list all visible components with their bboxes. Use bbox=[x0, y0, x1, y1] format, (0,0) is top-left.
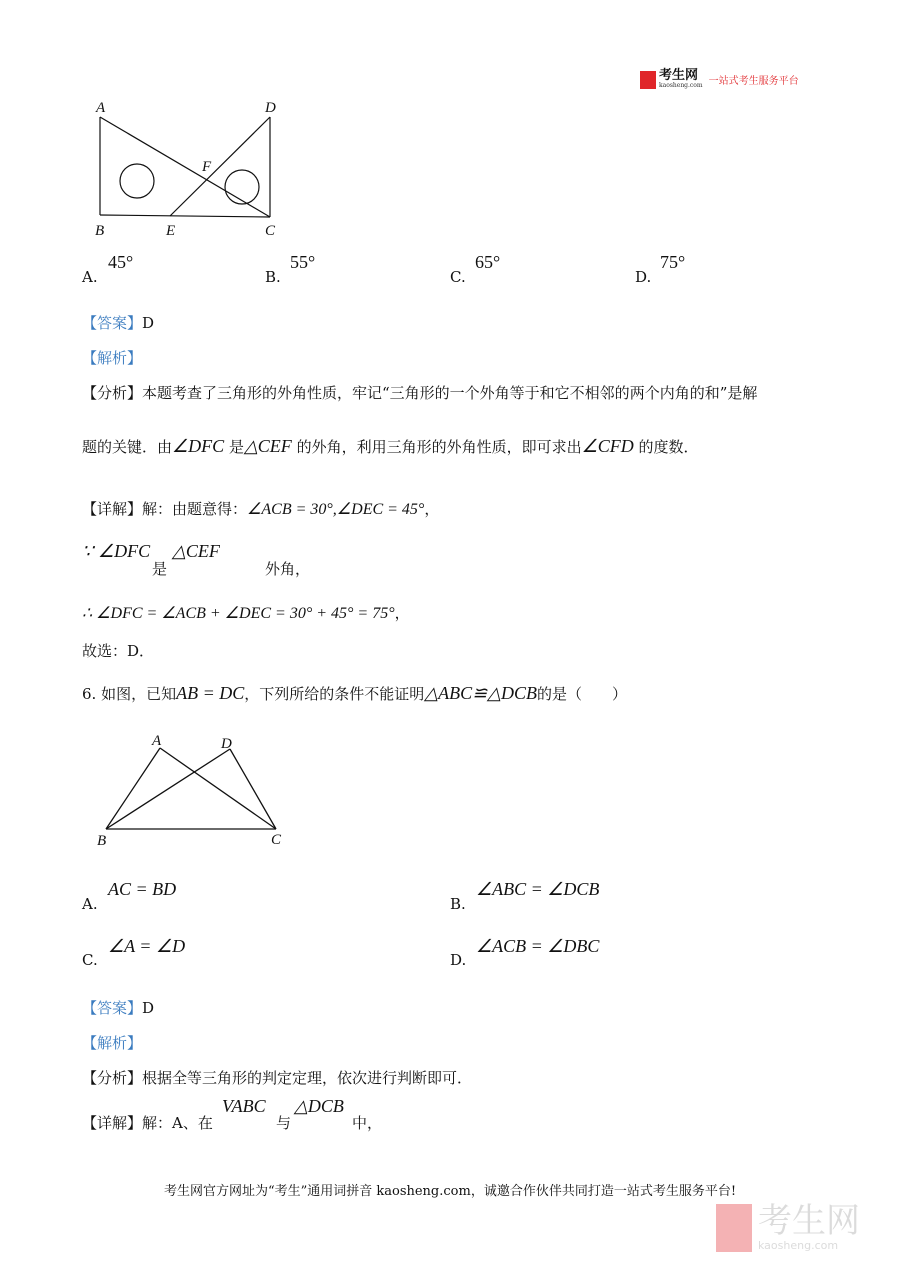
text: 题的关键．由 bbox=[82, 438, 173, 456]
option-value: 65° bbox=[475, 252, 501, 272]
analysis-label: 【解析】 bbox=[82, 1034, 143, 1052]
footer-text: 考生网官方网址为“考生”通用词拼音 kaosheng.com，诚邀合作伙伴共同打造一站式考生服务平台! bbox=[163, 1184, 737, 1199]
label-A: A bbox=[152, 733, 162, 749]
math: ∵ ∠DFC bbox=[82, 541, 151, 561]
text: 是 bbox=[152, 560, 168, 578]
option-value: 55° bbox=[290, 252, 316, 272]
math: ∠CFD bbox=[581, 436, 634, 456]
answer-label: 【答案】 bbox=[82, 999, 143, 1017]
text: ， bbox=[424, 500, 440, 518]
q5-figure bbox=[90, 95, 290, 240]
option-key: D. bbox=[450, 951, 467, 969]
text: 6. 如图，已知 bbox=[82, 685, 177, 703]
fenxi-label: 【分析】 bbox=[82, 384, 143, 402]
option-key: B. bbox=[450, 895, 466, 913]
label-C: C bbox=[265, 223, 276, 239]
label-E: E bbox=[166, 223, 176, 239]
option-key: D. bbox=[635, 268, 652, 286]
q6-answer bbox=[82, 997, 154, 1018]
option-key: C. bbox=[82, 951, 98, 969]
option-value: ∠ABC = ∠DCB bbox=[476, 879, 600, 899]
text: 外角， bbox=[265, 560, 311, 578]
q5-therefore bbox=[82, 602, 410, 623]
text: ， bbox=[394, 604, 410, 622]
fenxi-text: 本题考查了三角形的外角性质，牢记“三角形的一个外角等于和它不相邻的两个内角的和”是解 bbox=[142, 384, 758, 402]
option-key: C. bbox=[450, 268, 466, 286]
logo-name: 考生网 bbox=[659, 68, 699, 83]
detail-label: 【详解】 bbox=[82, 500, 143, 518]
q5-answer bbox=[82, 312, 154, 333]
math: △DCB bbox=[294, 1096, 344, 1116]
logo-domain: kaosheng.com bbox=[659, 82, 703, 89]
q5-detail bbox=[82, 498, 439, 519]
logo-mark-icon bbox=[640, 71, 656, 89]
fenxi-text: 根据全等三角形的判定定理，依次进行判断即可． bbox=[142, 1069, 473, 1087]
text: 解：由题意得： bbox=[142, 500, 248, 518]
text: 解：A、在 bbox=[142, 1114, 213, 1132]
q5-choose: 故选：D． bbox=[82, 642, 155, 660]
watermark-name: 考生网 bbox=[758, 1201, 860, 1241]
q6-detail-a bbox=[82, 1112, 213, 1133]
detail-label: 【详解】 bbox=[82, 1114, 143, 1132]
q5-fenxi-line2 bbox=[82, 436, 699, 457]
option-value: 75° bbox=[660, 252, 686, 272]
label-D: D bbox=[221, 736, 232, 752]
q6-fenxi bbox=[82, 1067, 472, 1088]
label-C: C bbox=[271, 832, 282, 848]
fenxi-label: 【分析】 bbox=[82, 1069, 143, 1087]
label-B: B bbox=[97, 833, 107, 849]
text: 的度数． bbox=[638, 438, 699, 456]
math: △CEF bbox=[243, 436, 292, 456]
math: VABC bbox=[222, 1096, 266, 1116]
answer-label: 【答案】 bbox=[82, 314, 143, 332]
option-value: ∠ACB = ∠DBC bbox=[476, 936, 600, 956]
header-slogan: 一站式考生服务平台 bbox=[708, 76, 799, 87]
analysis-label: 【解析】 bbox=[82, 349, 143, 367]
label-F: F bbox=[202, 159, 212, 175]
option-value: ∠A = ∠D bbox=[108, 936, 186, 956]
label-B: B bbox=[95, 223, 105, 239]
q5-fenxi-line1 bbox=[82, 382, 757, 403]
math: ∠DFC bbox=[172, 436, 225, 456]
answer-value: D bbox=[142, 999, 155, 1017]
answer-value: D bbox=[142, 314, 155, 332]
math: ∴ ∠DFC = ∠ACB + ∠DEC = 30° + 45° = 75° bbox=[82, 605, 395, 622]
math: △ABC≌△DCB bbox=[424, 683, 538, 703]
math: AB = DC bbox=[176, 683, 245, 703]
label-A: A bbox=[96, 100, 106, 116]
text: 与 bbox=[276, 1114, 292, 1132]
label-D: D bbox=[265, 100, 276, 116]
text: 是 bbox=[228, 438, 244, 456]
q6-stem bbox=[82, 683, 627, 704]
option-key: A. bbox=[82, 268, 98, 286]
option-key: B. bbox=[265, 268, 281, 286]
text: 的外角，利用三角形的外角性质，即可求出 bbox=[296, 438, 582, 456]
text: ，下列所给的条件不能证明 bbox=[244, 685, 425, 703]
math: ∠ACB = 30°,∠DEC = 45° bbox=[247, 501, 425, 518]
option-value: AC = BD bbox=[108, 879, 177, 899]
header-logo bbox=[640, 70, 799, 89]
q6-figure bbox=[92, 728, 292, 853]
watermark-mark-icon bbox=[716, 1204, 752, 1252]
option-key: A. bbox=[82, 895, 98, 913]
option-value: 45° bbox=[108, 252, 134, 272]
text: 中， bbox=[352, 1114, 383, 1132]
text: 的是（ ） bbox=[537, 685, 628, 703]
math: △CEF bbox=[172, 541, 220, 561]
watermark-domain: kaosheng.com bbox=[758, 1239, 839, 1252]
watermark-logo bbox=[716, 1203, 860, 1252]
